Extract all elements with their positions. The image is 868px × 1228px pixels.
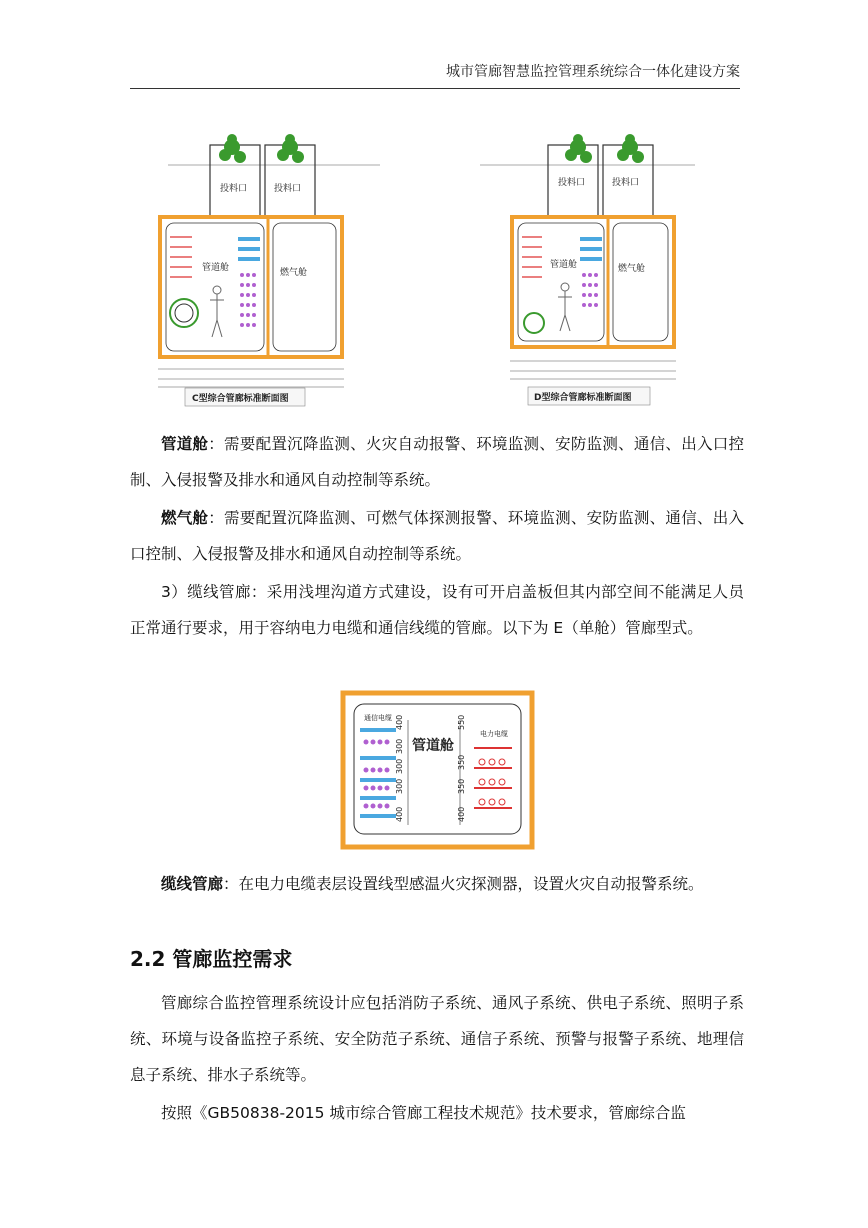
c-type-section-diagram xyxy=(140,125,390,410)
pipe-cabin-term: 管道舱 xyxy=(161,435,209,453)
svg-text:550: 550 xyxy=(457,714,466,730)
d-hatch-1-label: 投料口 xyxy=(558,178,586,188)
e-cabin-label: 管道舱 xyxy=(412,738,454,754)
svg-text:300: 300 xyxy=(395,758,404,774)
c-hatch-1-label: 投料口 xyxy=(220,184,248,194)
e-right-label: 电力电缆 xyxy=(480,730,508,738)
section-heading: 2.2 管廊监控需求 xyxy=(130,947,293,971)
d-cabin-1-label: 管道舱 xyxy=(550,260,578,270)
c-cabin-2-label: 燃气舱 xyxy=(280,268,308,278)
tree-icon-1 xyxy=(219,134,246,163)
e-left-label: 通信电缆 xyxy=(364,714,392,722)
tree-icon-4 xyxy=(617,134,644,163)
svg-text:400: 400 xyxy=(457,806,466,822)
cable-corridor-term: 缆线管廊 xyxy=(161,875,224,893)
d-type-caption: D型综合管廊标准断面图 xyxy=(534,393,632,403)
svg-text:350: 350 xyxy=(457,778,466,794)
paragraph-cable-trench: 3）缆线管廊：采用浅埋沟道方式建设，设有可开启盖板但其内部空间不能满足人员正常通行要求，用于容纳电力电缆和通信线缆的管廊。以下为 E（单舱）管廊型式。 xyxy=(130,583,744,637)
paragraph-subsystems: 管廊综合监控管理系统设计应包括消防子系统、通风子系统、供电子系统、照明子系统、环境与设备监控子系统、安全防范子系统、通信子系统、预警与报警子系统、地理信息子系统、排水子系统等。 xyxy=(130,994,744,1084)
paragraph-cable-corridor: 缆线管廊：在电力电缆表层设置线型感温火灾探测器，设置火灾自动报警系统。 xyxy=(161,875,704,893)
c-cabin-1-label: 管道舱 xyxy=(202,263,230,273)
tree-icon-2 xyxy=(277,134,304,163)
d-cabin-2-label: 燃气舱 xyxy=(618,264,646,274)
d-type-section-diagram xyxy=(460,125,710,410)
svg-text:400: 400 xyxy=(395,806,404,822)
header-title: 城市管廊智慧监控管理系统综合一体化建设方案 xyxy=(446,64,740,80)
svg-text:350: 350 xyxy=(457,754,466,770)
page-header xyxy=(130,58,740,89)
c-type-caption: C型综合管廊标准断面图 xyxy=(192,394,289,404)
tree-icon-3 xyxy=(565,134,592,163)
d-hatch-2-label: 投料口 xyxy=(612,178,640,188)
svg-text:300: 300 xyxy=(395,738,404,754)
paragraph-gas-cabin: 燃气舱：需要配置沉降监测、可燃气体探测报警、环境监测、安防监测、通信、出入口控制、入侵报警及排水和通风自动控制等系统。 xyxy=(130,509,744,563)
svg-text:300: 300 xyxy=(395,778,404,794)
gas-cabin-term: 燃气舱 xyxy=(161,509,209,527)
paragraph-standard: 按照《GB50838-2015 城市综合管廊工程技术规范》技术要求，管廊综合监 xyxy=(161,1104,686,1122)
c-hatch-2-label: 投料口 xyxy=(274,184,302,194)
paragraph-pipe-cabin: 管道舱：需要配置沉降监测、火灾自动报警、环境监测、安防监测、通信、出入口控制、入侵报警及排水和通风自动控制等系统。 xyxy=(130,435,744,489)
e-type-section-diagram xyxy=(340,690,535,850)
svg-text:400: 400 xyxy=(395,714,404,730)
